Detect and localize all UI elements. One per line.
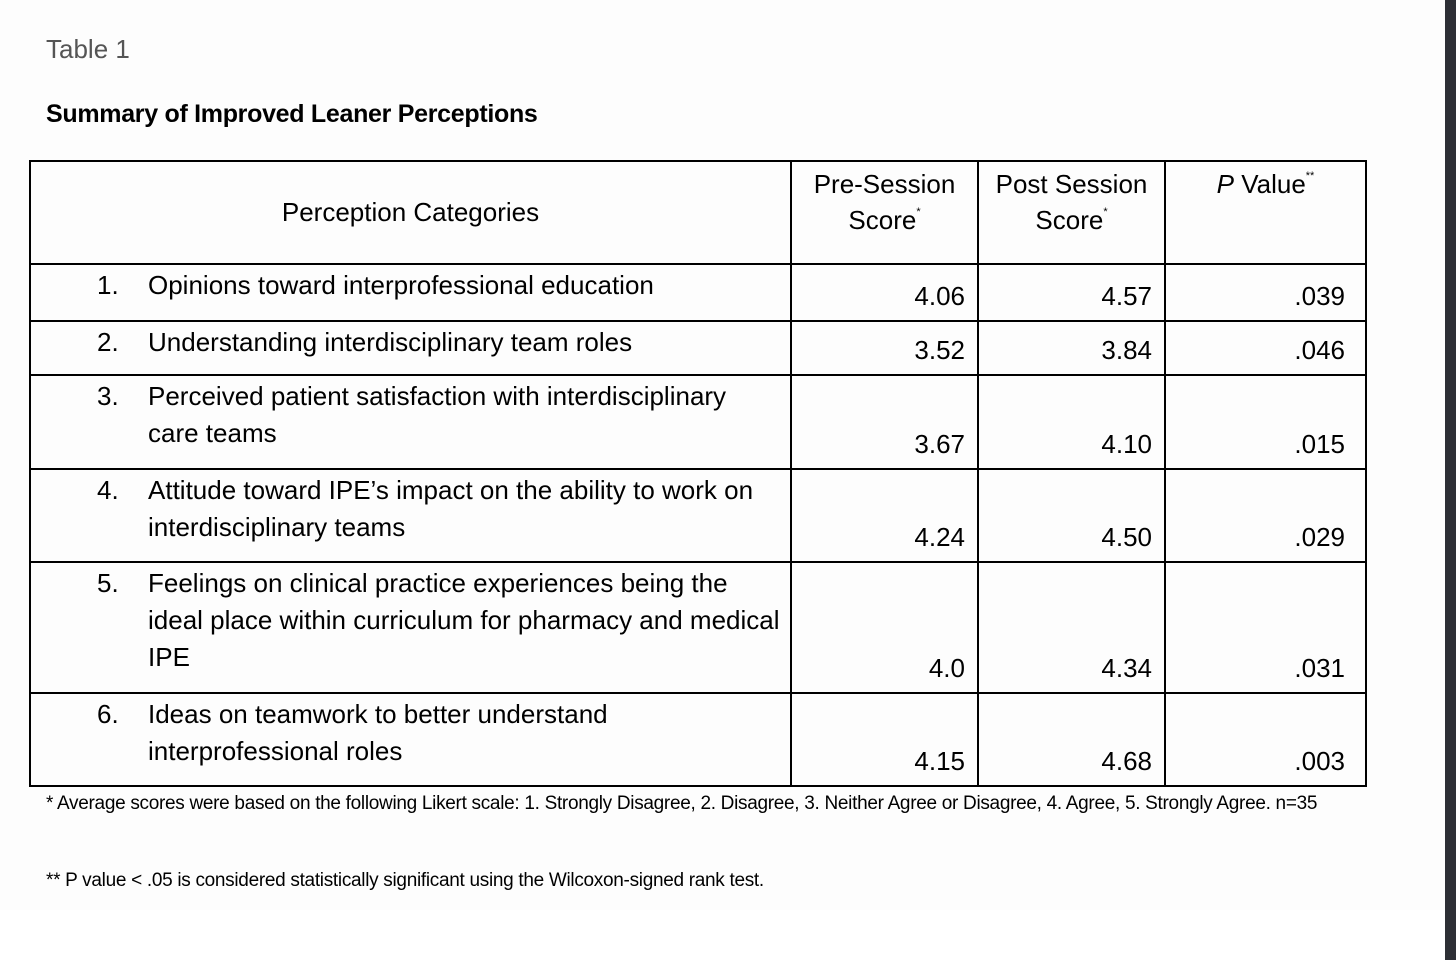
row-category-cell [30,693,791,786]
table-header-row [30,161,1366,264]
header-post-session-score [978,161,1165,264]
row-number: 2. [97,327,119,357]
row-p-value: .015 [1165,375,1366,469]
table-row [30,469,1366,562]
footnote-p-value: ** P value < .05 is considered statistically significant using the Wilcoxon-signed rank test. [46,870,764,891]
header-post-footnote-mark: * [1103,206,1108,218]
row-number: 6. [97,699,119,729]
header-pre-label: Pre-Session Score [813,169,956,235]
row-p-value: .039 [1165,264,1366,321]
perceptions-table [29,160,1367,787]
header-pre-footnote-mark: * [916,206,921,218]
row-category-cell [30,562,791,693]
header-post-label: Post Session Score [995,169,1148,235]
row-p-value: .031 [1165,562,1366,693]
row-number: 3. [97,381,119,411]
row-category-cell [30,375,791,469]
row-category-text: Feelings on clinical practice experiences being the ideal place within curriculum for pharmacy and medical IPE [148,568,780,672]
table-row [30,693,1366,786]
table-row [30,375,1366,469]
row-number: 4. [97,475,119,505]
row-post-score: 4.68 [978,693,1165,786]
row-number: 1. [97,270,119,300]
window-edge-strip [1445,0,1456,960]
row-pre-score: 4.0 [791,562,978,693]
row-post-score: 3.84 [978,321,1165,375]
row-pre-score: 4.15 [791,693,978,786]
table-row [30,264,1366,321]
header-p-footnote-mark: ** [1305,170,1315,182]
row-p-value: .029 [1165,469,1366,562]
row-category-text: Perceived patient satisfaction with interdisciplinary care teams [148,381,727,448]
row-post-score: 4.50 [978,469,1165,562]
row-p-value: .003 [1165,693,1366,786]
row-category-cell [30,321,791,375]
table-row [30,321,1366,375]
row-pre-score: 3.67 [791,375,978,469]
header-p-value [1165,161,1366,264]
row-post-score: 4.34 [978,562,1165,693]
page-bottom-margin [0,910,1445,960]
row-pre-score: 3.52 [791,321,978,375]
table-row [30,562,1366,693]
header-pre-session-score [791,161,978,264]
header-perception-categories [30,161,791,264]
row-p-value: .046 [1165,321,1366,375]
header-category-label: Perception Categories [281,197,540,227]
row-pre-score: 4.24 [791,469,978,562]
row-category-text: Ideas on teamwork to better understand interprofessional roles [148,699,608,766]
footnote-likert-scale: * Average scores were based on the following Likert scale: 1. Strongly Disagree, 2. Disagree, 3. Neither Agree or Disagree, 4. Agree, 5. Strongly Agree. n=35 [46,793,1318,814]
table-title: Summary of Improved Leaner Perceptions [46,100,538,128]
row-number: 5. [97,568,119,598]
header-p-italic: P [1216,169,1234,199]
table-label: Table 1 [46,34,130,64]
row-pre-score: 4.06 [791,264,978,321]
row-post-score: 4.10 [978,375,1165,469]
row-category-text: Attitude toward IPE’s impact on the ability to work on interdisciplinary teams [148,475,754,542]
row-category-cell [30,264,791,321]
header-p-label: Value [1233,169,1306,199]
row-category-cell [30,469,791,562]
row-category-text: Understanding interdisciplinary team roles [148,327,633,357]
row-post-score: 4.57 [978,264,1165,321]
row-category-text: Opinions toward interprofessional education [148,270,654,300]
